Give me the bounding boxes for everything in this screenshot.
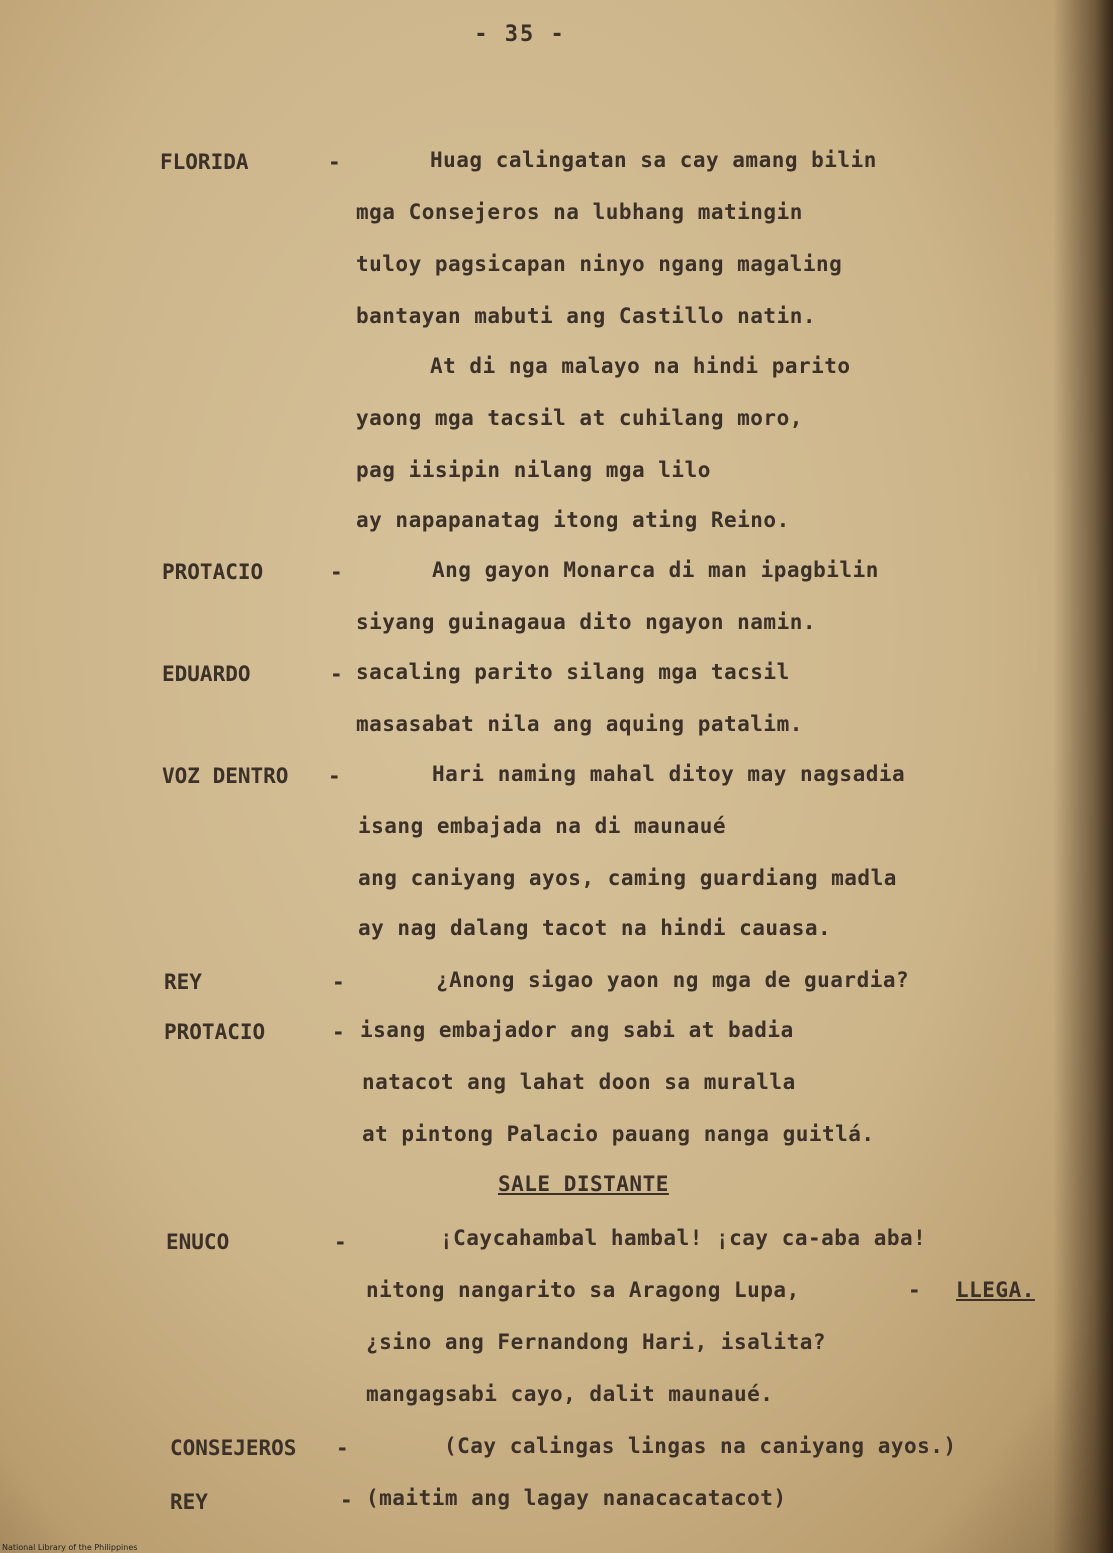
verse-line: nitong nangarito sa Aragong Lupa, bbox=[366, 1278, 800, 1302]
verse-line: ang caniyang ayos, caming guardiang madla bbox=[358, 866, 897, 890]
speaker-protacio: PROTACIO bbox=[162, 560, 264, 584]
verse-line: at pintong Palacio pauang nanga guitlá. bbox=[362, 1122, 875, 1146]
speaker-dash: - bbox=[328, 764, 341, 788]
verse-line: ay nag dalang tacot na hindi cauasa. bbox=[358, 916, 832, 940]
verse-line: ay napapanatag itong ating Reino. bbox=[356, 508, 790, 532]
speaker-consejeros: CONSEJEROS bbox=[170, 1436, 297, 1460]
speaker-dash: - bbox=[340, 1488, 353, 1512]
speaker-florida: FLORIDA bbox=[160, 150, 249, 174]
verse-line: (Cay calingas lingas na caniyang ayos.) bbox=[444, 1434, 957, 1458]
speaker-rey: REY bbox=[170, 1490, 208, 1514]
verse-line: ¿sino ang Fernandong Hari, isalita? bbox=[366, 1330, 827, 1354]
verse-line: pag iisipin nilang mga lilo bbox=[356, 458, 711, 482]
speaker-dash: - bbox=[328, 150, 341, 174]
speaker-dash: - bbox=[332, 970, 345, 994]
verse-line: mangagsabi cayo, dalit maunaué. bbox=[366, 1382, 774, 1406]
verse-line: isang embajador ang sabi at badia bbox=[360, 1018, 794, 1042]
verse-line: natacot ang lahat doon sa muralla bbox=[362, 1070, 796, 1094]
page-number: - 35 - bbox=[474, 22, 566, 47]
stage-direction: SALE DISTANTE bbox=[498, 1172, 669, 1196]
speaker-protacio: PROTACIO bbox=[164, 1020, 266, 1044]
verse-line: yaong mga tacsil at cuhilang moro, bbox=[356, 406, 803, 430]
verse-line: mga Consejeros na lubhang matingin bbox=[356, 200, 803, 224]
speaker-dash: - bbox=[330, 560, 343, 584]
speaker-dash: - bbox=[334, 1230, 347, 1254]
speaker-voz-dentro: VOZ DENTRO bbox=[162, 764, 289, 788]
library-credit: National Library of the Philippines bbox=[2, 1543, 138, 1552]
speaker-dash: - bbox=[336, 1436, 349, 1460]
verse-line: bantayan mabuti ang Castillo natin. bbox=[356, 304, 817, 328]
speaker-dash: - bbox=[332, 1020, 345, 1044]
speaker-rey: REY bbox=[164, 970, 202, 994]
verse-line: isang embajada na di maunaué bbox=[358, 814, 727, 838]
stage-direction-dash: - bbox=[908, 1278, 922, 1302]
speaker-enuco: ENUCO bbox=[166, 1230, 230, 1254]
stage-direction-llega: LLEGA. bbox=[956, 1278, 1035, 1302]
speaker-eduardo: EDUARDO bbox=[162, 662, 251, 686]
verse-line: sacaling parito silang mga tacsil bbox=[356, 660, 790, 684]
verse-line: At di nga malayo na hindi parito bbox=[430, 354, 851, 378]
verse-line: Hari naming mahal ditoy may nagsadia bbox=[432, 762, 906, 786]
verse-line: ¿Anong sigao yaon ng mga de guardia? bbox=[436, 968, 910, 992]
page-shadow-edge bbox=[1053, 0, 1113, 1553]
speaker-dash: - bbox=[330, 662, 343, 686]
verse-line: masasabat nila ang aquing patalim. bbox=[356, 712, 803, 736]
verse-line: tuloy pagsicapan ninyo ngang magaling bbox=[356, 252, 843, 276]
verse-line: ¡Caycahambal hambal! ¡cay ca-aba aba! bbox=[440, 1226, 927, 1250]
verse-line: siyang guinagaua dito ngayon namin. bbox=[356, 610, 817, 634]
verse-line: Huag calingatan sa cay amang bilin bbox=[430, 148, 877, 172]
verse-line: (maitim ang lagay nanacacatacot) bbox=[366, 1486, 787, 1510]
verse-line: Ang gayon Monarca di man ipagbilin bbox=[432, 558, 879, 582]
